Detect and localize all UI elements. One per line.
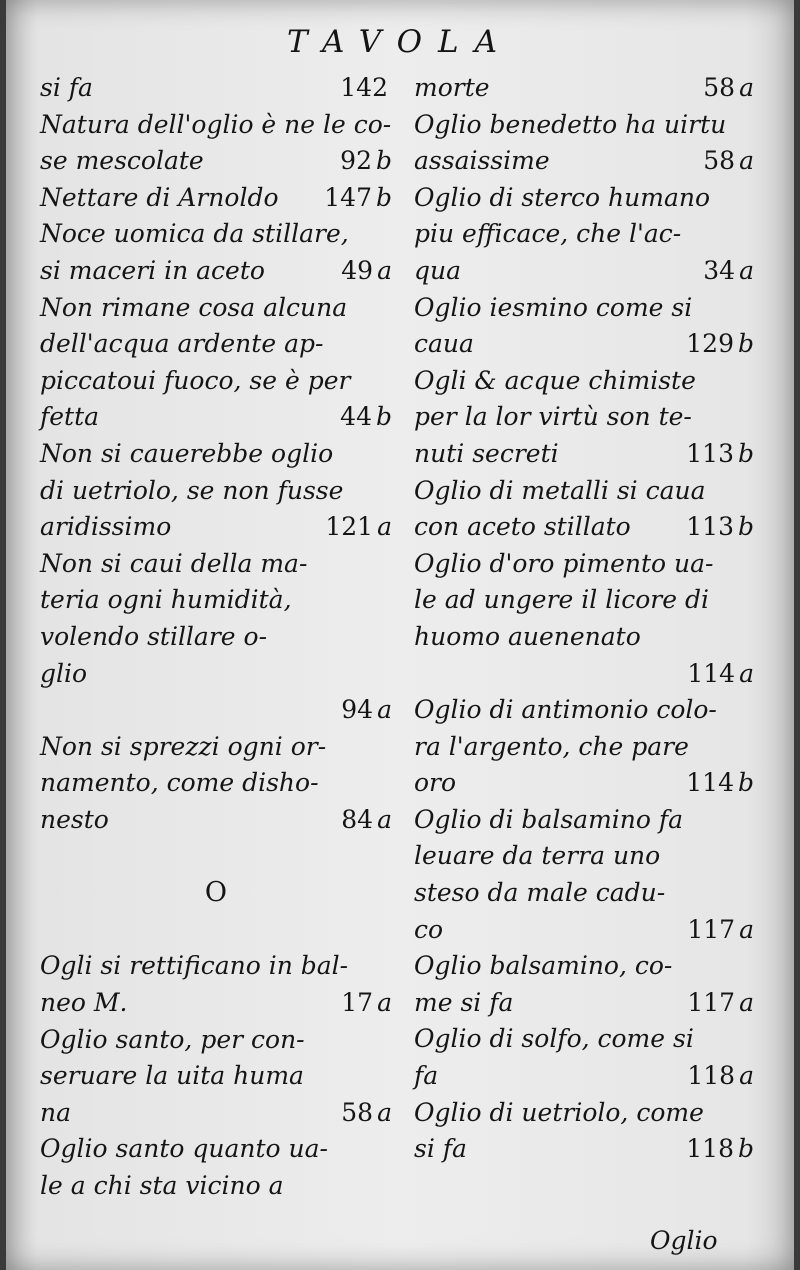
entry-line: teria ogni humidità, xyxy=(40,585,292,615)
entry-line: se mescolate xyxy=(40,146,204,176)
entry-line: Oglio benedetto ha uirtu xyxy=(414,109,727,139)
index-entry xyxy=(40,216,392,289)
entry-line: dell'acqua ardente ap- xyxy=(40,329,324,359)
entry-line: le a chi sta vicino a xyxy=(40,1171,284,1201)
leaf-side: a xyxy=(739,73,754,102)
page-number: 147 xyxy=(324,182,372,212)
page-reference xyxy=(340,143,392,180)
entry-line: fetta xyxy=(40,402,100,432)
index-entry xyxy=(40,729,392,839)
entry-line: leuare da terra uno xyxy=(414,841,661,871)
page-reference xyxy=(341,253,392,290)
entry-line: oro xyxy=(414,768,457,798)
index-entry xyxy=(414,802,754,948)
entry-line: me si fa xyxy=(414,987,514,1017)
page-number: 58 xyxy=(703,146,736,176)
entry-line: Nettare di Arnoldo xyxy=(40,182,279,212)
index-entry xyxy=(40,948,392,1021)
page-number: 117 xyxy=(687,914,736,944)
index-entry xyxy=(40,290,392,436)
leaf-side: a xyxy=(739,146,754,176)
leaf-side: a xyxy=(377,988,392,1018)
page-number: 58 xyxy=(703,73,736,102)
page-reference xyxy=(686,765,754,802)
page-number: 114 xyxy=(687,658,736,688)
page-reference xyxy=(340,70,392,107)
entry-line: volendo stillare o- xyxy=(40,621,268,651)
leaf-side: a xyxy=(377,512,392,542)
entry-line: Oglio di sterco humano xyxy=(414,182,711,212)
index-entry xyxy=(414,1021,754,1094)
leaf-side: b xyxy=(375,402,392,432)
index-entry xyxy=(414,70,754,107)
index-entry xyxy=(40,1131,392,1204)
leaf-side: b xyxy=(737,438,754,468)
entry-line: Non si sprezzi ogni or- xyxy=(40,731,327,761)
page-reference xyxy=(340,399,392,436)
leaf-side: a xyxy=(739,914,754,944)
entry-line: Oglio iesmino come si xyxy=(414,292,693,322)
leaf-side: a xyxy=(377,804,392,834)
leaf-side: b xyxy=(737,768,754,798)
entry-line: glio xyxy=(40,658,88,688)
index-entry xyxy=(414,473,754,546)
page-number: 114 xyxy=(686,768,734,798)
section-letter: O xyxy=(204,877,228,909)
page-number: 129 xyxy=(686,329,734,359)
entry-line: aridissimo xyxy=(40,512,172,542)
index-entry xyxy=(414,107,754,180)
page-reference xyxy=(341,985,392,1022)
page-reference xyxy=(324,180,392,217)
page-reference xyxy=(341,802,392,839)
entry-line: Oglio di balsamino fa xyxy=(414,804,684,834)
entry-line: con aceto stillato xyxy=(414,512,631,542)
entry-line: si maceri in aceto xyxy=(40,255,265,285)
entry-line: Oglio di antimonio colo- xyxy=(414,695,717,725)
page-reference xyxy=(687,912,754,949)
page-number: 94 xyxy=(341,695,374,725)
page-number: 92 xyxy=(340,146,372,176)
entry-line: namento, come disho- xyxy=(40,768,319,798)
leaf-side: a xyxy=(739,255,754,285)
page-number: 34 xyxy=(703,255,736,285)
entry-line: steso da male cadu- xyxy=(414,878,666,908)
entry-line xyxy=(40,692,392,729)
page-reference xyxy=(687,985,754,1022)
entry-line: Non rimane cosa alcuna xyxy=(40,292,348,322)
page-reference xyxy=(687,656,754,693)
entry-line: piccatoui fuoco, se è per xyxy=(40,365,351,395)
entry-line: fa xyxy=(414,1061,439,1091)
page-number: 113 xyxy=(686,438,734,468)
index-entry xyxy=(40,1022,392,1132)
entry-line: Oglio balsamino, co- xyxy=(414,951,673,981)
page-number: 142 xyxy=(340,73,388,102)
index-column-right xyxy=(414,70,754,1168)
entry-line: Ogli si rettificano in bal- xyxy=(40,951,349,981)
page-reference xyxy=(687,1058,754,1095)
page-number: 17 xyxy=(341,988,374,1018)
page-reference xyxy=(686,326,754,363)
entry-line: Non si caui della ma- xyxy=(40,548,308,578)
leaf-side: b xyxy=(375,182,392,212)
index-entry xyxy=(40,180,392,217)
page-number: 121 xyxy=(325,512,374,542)
page-number: 49 xyxy=(341,255,374,285)
index-entry xyxy=(414,692,754,802)
page-reference xyxy=(703,253,754,290)
entry-line: per la lor virtù son te- xyxy=(414,402,692,432)
index-entry xyxy=(414,948,754,1021)
index-entry xyxy=(414,363,754,473)
entry-line: huomo auenenato xyxy=(414,621,641,651)
entry-line: co xyxy=(414,914,444,944)
page-reference xyxy=(703,143,754,180)
entry-line: morte xyxy=(414,73,490,102)
entry-line: Oglio di solfo, come si xyxy=(414,1024,694,1054)
entry-line: Ogli & acque chimiste xyxy=(414,365,696,395)
index-entry xyxy=(414,1095,754,1168)
entry-line: Noce uomica da stillare, xyxy=(40,219,349,249)
index-entry xyxy=(40,107,392,180)
leaf-side: a xyxy=(377,1097,392,1127)
entry-line: Oglio d'oro pimento ua- xyxy=(414,548,714,578)
entry-line: di uetriolo, se non fusse xyxy=(40,475,344,505)
index-entry xyxy=(414,290,754,363)
entry-line: caua xyxy=(414,329,474,359)
leaf-side: b xyxy=(737,512,754,542)
leaf-side: b xyxy=(737,1134,754,1164)
entry-line: Oglio santo quanto ua- xyxy=(40,1134,328,1164)
entry-line: Oglio santo, per con- xyxy=(40,1024,305,1054)
leaf-side: a xyxy=(739,658,754,688)
catchword: Oglio xyxy=(650,1226,718,1255)
entry-line: qua xyxy=(414,255,462,285)
entry-line: na xyxy=(40,1097,72,1127)
page-reference xyxy=(686,509,754,546)
page-number: 117 xyxy=(687,987,736,1017)
entry-line: nesto xyxy=(40,804,109,834)
page-number: 84 xyxy=(341,804,374,834)
index-entry xyxy=(40,436,392,546)
page-number: 113 xyxy=(686,512,734,542)
page-number: 118 xyxy=(686,1134,734,1164)
entry-line: si fa xyxy=(40,73,93,102)
book-page xyxy=(6,0,794,1270)
leaf-side: b xyxy=(737,329,754,359)
leaf-side: b xyxy=(375,146,392,176)
entry-line: si fa xyxy=(414,1134,467,1164)
page-reference xyxy=(341,1095,392,1132)
leaf-side: a xyxy=(739,1061,754,1091)
index-entry xyxy=(40,70,392,107)
entry-line: ra l'argento, che pare xyxy=(414,731,689,761)
entry-line: seruare la uita huma xyxy=(40,1061,304,1091)
entry-line: Non si cauerebbe oglio xyxy=(40,438,334,468)
page-number: 118 xyxy=(687,1061,736,1091)
running-head: TAVOLA xyxy=(286,24,514,60)
index-entry xyxy=(414,546,754,692)
page-reference xyxy=(686,436,754,473)
page-number: 44 xyxy=(340,402,372,432)
entry-line: piu efficace, che l'ac- xyxy=(414,219,682,249)
entry-line: assaissime xyxy=(414,146,550,176)
index-entry xyxy=(414,180,754,290)
index-column-left xyxy=(40,70,392,1205)
page-number: 58 xyxy=(341,1097,374,1127)
leaf-side: a xyxy=(739,987,754,1017)
entry-line: neo M. xyxy=(40,988,128,1018)
leaf-side: a xyxy=(377,695,392,725)
page-reference xyxy=(325,509,392,546)
page-reference xyxy=(703,70,754,107)
entry-line: nuti secreti xyxy=(414,438,559,468)
page-reference xyxy=(341,692,392,729)
entry-line: Oglio di uetriolo, come xyxy=(414,1097,704,1127)
page-reference xyxy=(686,1131,754,1168)
entry-line: Oglio di metalli si caua xyxy=(414,475,706,505)
entry-line: Natura dell'oglio è ne le co- xyxy=(40,109,392,139)
entry-line: le ad ungere il licore di xyxy=(414,585,709,615)
leaf-side: a xyxy=(377,255,392,285)
index-entry xyxy=(40,546,392,729)
